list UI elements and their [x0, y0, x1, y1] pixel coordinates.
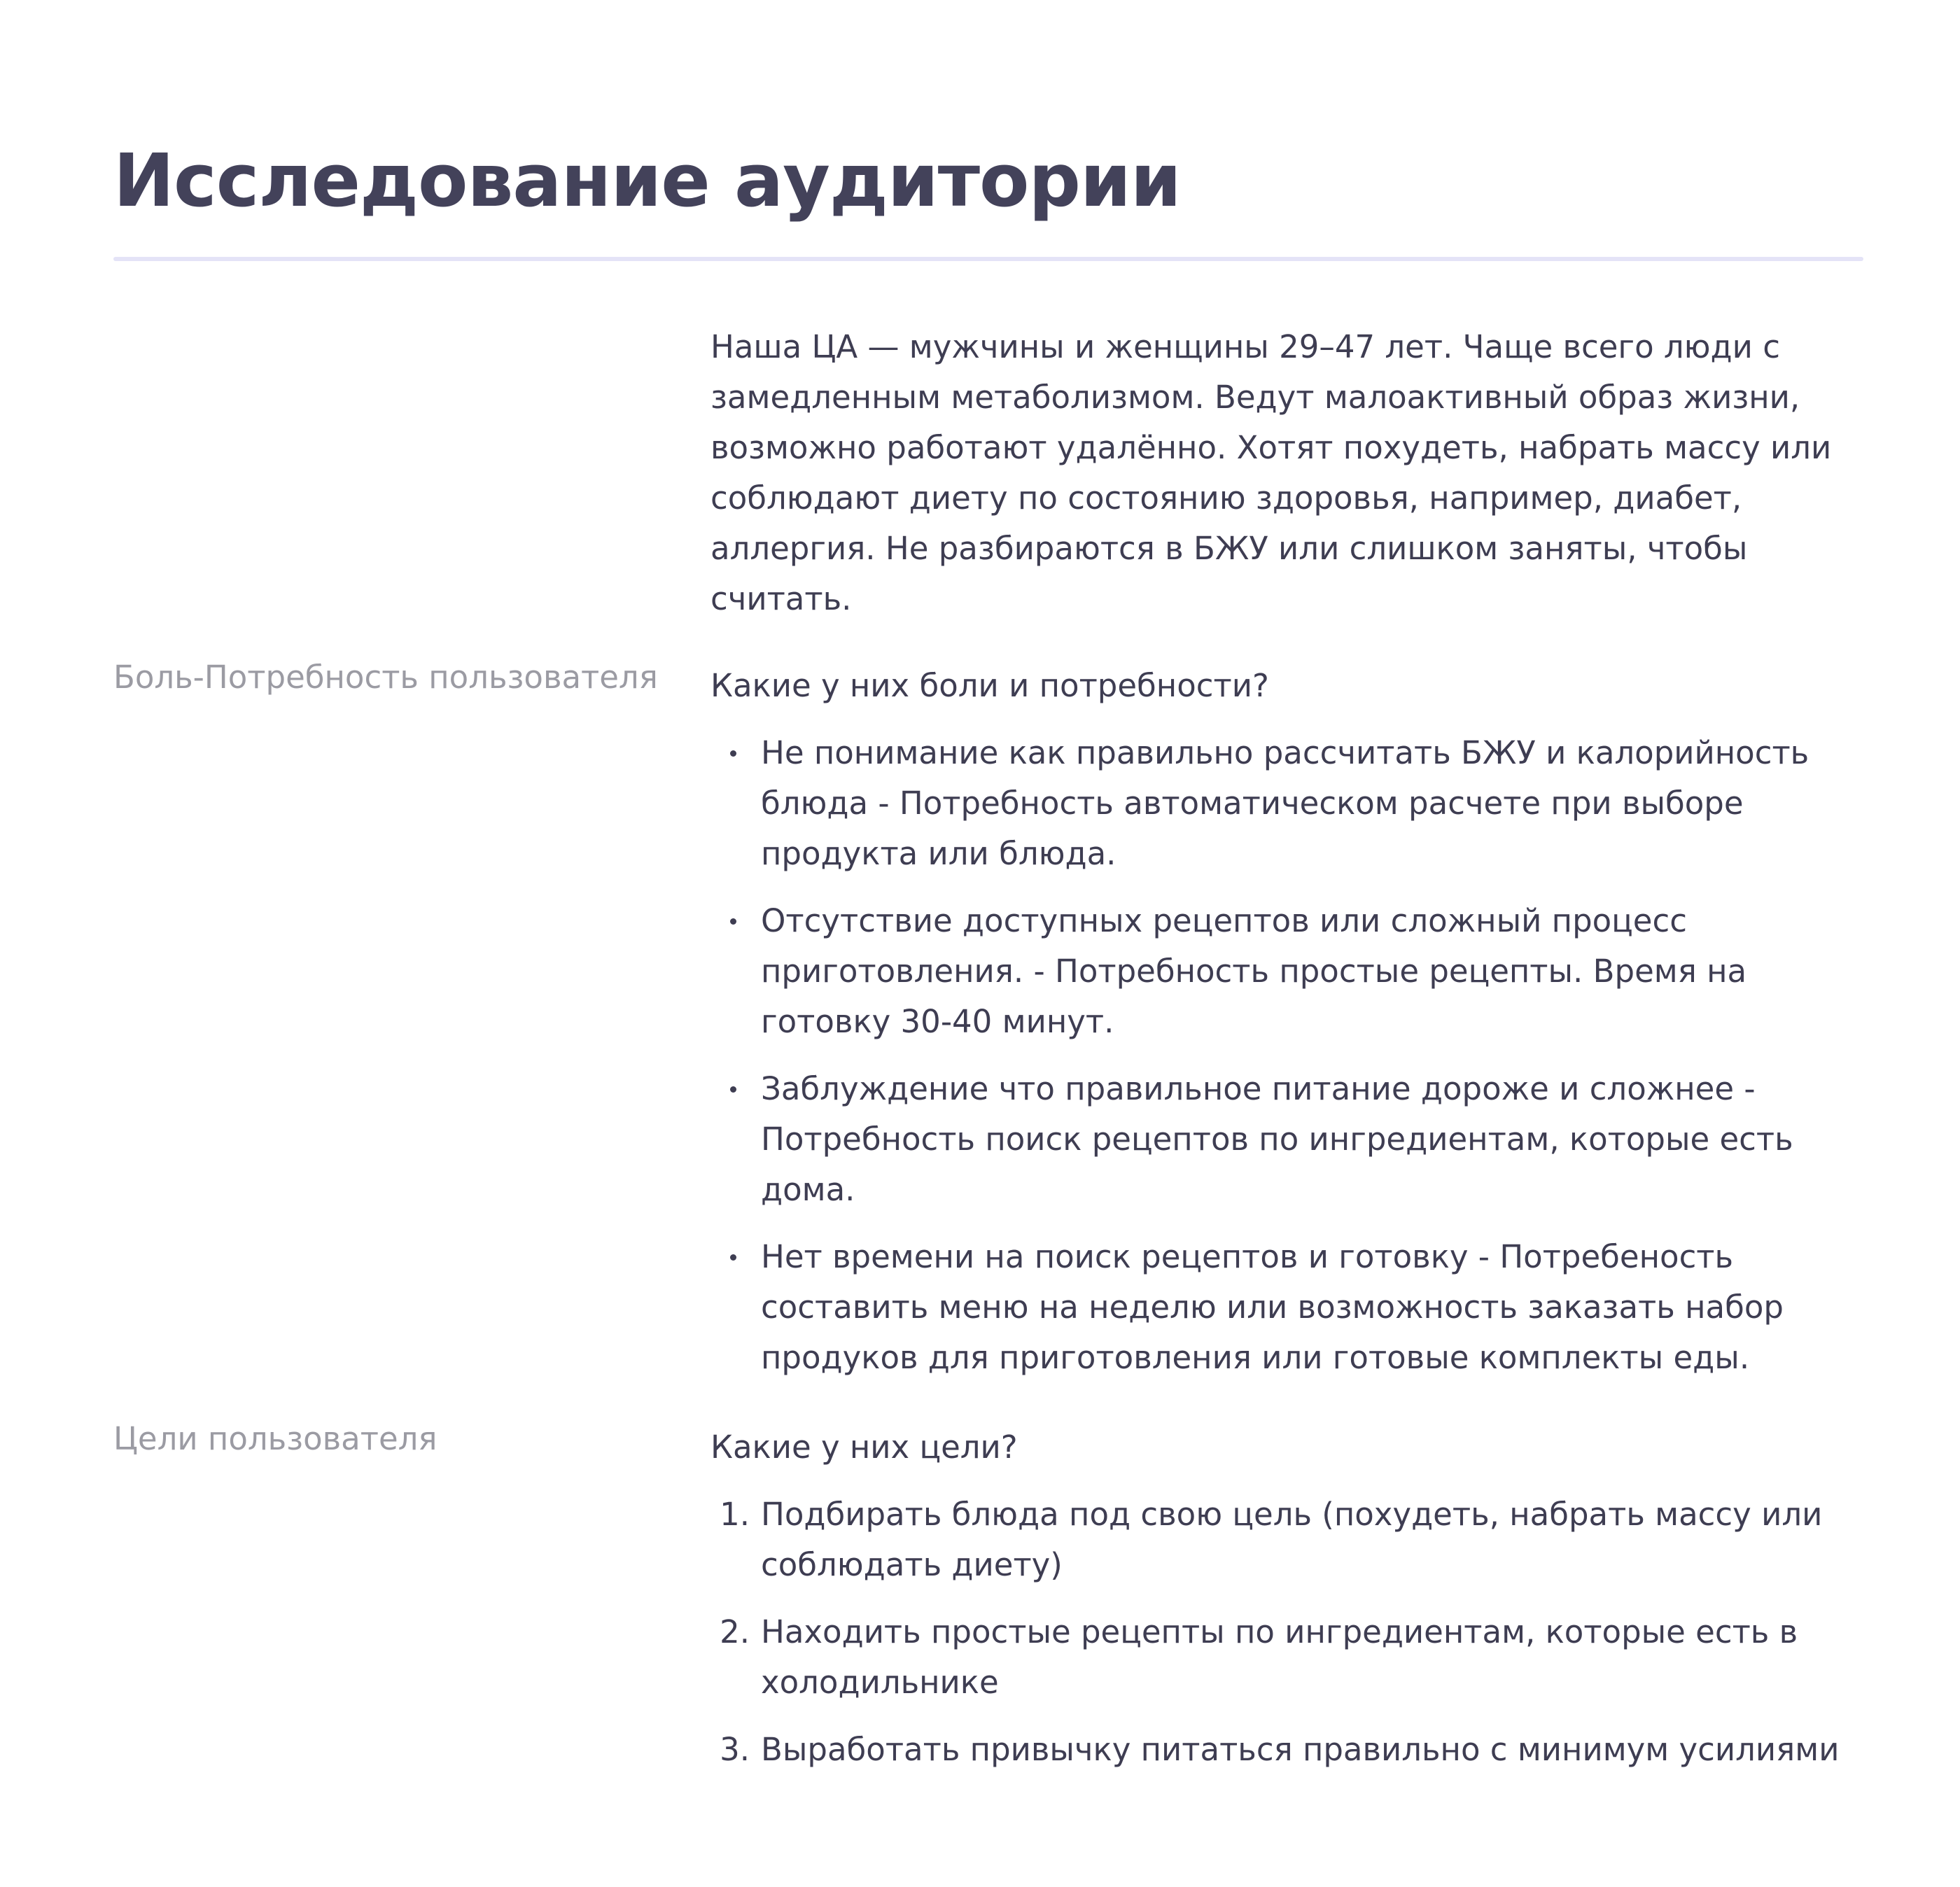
list-item	[710, 1725, 1872, 1775]
intro-text: Наша ЦА — мужчины и женщины 29–47 лет. Чаще всего люди с замедленным метаболизмом. Ведут малоактивный образ жизни, возможно работают удалённо. Хотят похудеть, набрать массу или соблюдают диету по состоянию здоровья, например, диабет, аллергия. Не разбираются в БЖУ или слишком заняты, чтобы считать.	[710, 328, 1832, 617]
pains-question: Какие у них боли и потребности?	[710, 667, 1269, 704]
list-item-number: 3.	[720, 1731, 750, 1768]
goals-section	[710, 1422, 1872, 1792]
list-item	[710, 896, 1872, 1047]
goals-list	[710, 1489, 1872, 1775]
pains-list	[710, 728, 1872, 1383]
list-item-number: 1.	[720, 1496, 750, 1533]
pains-section	[710, 661, 1872, 1400]
list-item-text: Находить простые рецепты по ингредиентам, которые есть в холодильнике	[761, 1613, 1798, 1701]
goals-section-label: Цели пользователя	[113, 1420, 438, 1457]
bullet-icon	[730, 1086, 736, 1093]
bullet-icon	[730, 1254, 736, 1261]
page-title: Исследование аудитории	[113, 138, 1181, 223]
list-item	[710, 728, 1872, 879]
list-item-text: Отсутствие доступных рецептов или сложный процесс приготовления. - Потребность простые рецепты. Время на готовку 30-40 минут.	[761, 902, 1747, 1040]
goals-question: Какие у них цели?	[710, 1429, 1018, 1466]
list-item	[710, 1489, 1872, 1590]
list-item	[710, 1607, 1872, 1708]
list-item-text: Выработать привычку питаться правильно с минимум усилиями	[761, 1731, 1840, 1768]
pains-section-label: Боль-Потребность пользователя	[113, 659, 658, 696]
list-item	[710, 1064, 1872, 1215]
title-divider	[113, 257, 1863, 261]
bullet-icon	[730, 750, 736, 757]
intro-section	[710, 322, 1872, 624]
bullet-icon	[730, 918, 736, 925]
list-item	[710, 1232, 1872, 1383]
list-item-text: Нет времени на поиск рецептов и готовку - Потребеность составить меню на неделю или возможность заказать набор продуков для приготовления или готовые комплекты еды.	[761, 1238, 1784, 1376]
list-item-text: Не понимание как правильно рассчитать БЖУ и калорийность блюда - Потребность автоматическом расчете при выборе продукта или блюда.	[761, 734, 1809, 872]
list-item-text: Заблуждение что правильное питание дороже и сложнее - Потребность поиск рецептов по ингредиентам, которые есть дома.	[761, 1070, 1793, 1208]
list-item-text: Подбирать блюда под свою цель (похудеть, набрать массу или соблюдать диету)	[761, 1496, 1823, 1583]
list-item-number: 2.	[720, 1613, 750, 1650]
